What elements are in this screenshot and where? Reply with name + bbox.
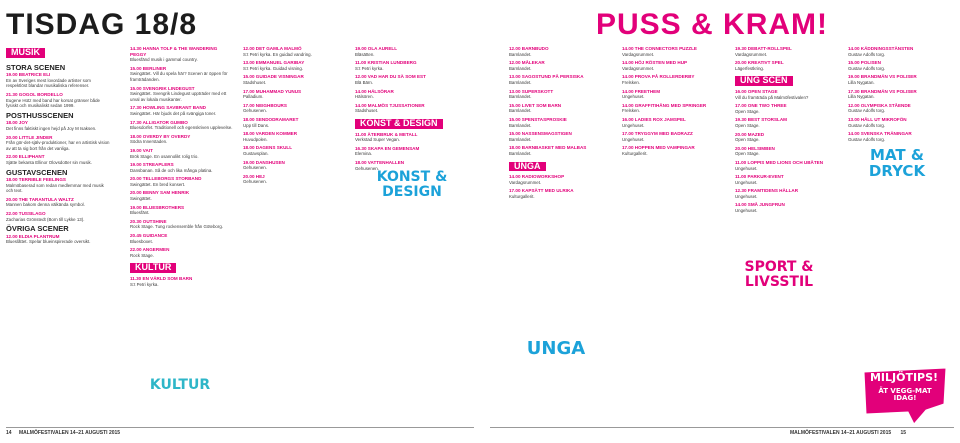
program-item-desc: Från gör-det-själv-produktioner, har en artistisk vision av att ta sig bort från det vanliga. <box>6 140 110 151</box>
program-item <box>130 276 234 287</box>
program-item-title: 14.00 PROVA PÅ ROLLERDERBY <box>622 74 695 80</box>
program-item-title: 13.00 EMMANUEL GARIBAY <box>243 60 305 66</box>
program-item <box>130 205 234 216</box>
program-item <box>6 211 110 222</box>
program-item <box>130 233 234 244</box>
program-item <box>509 46 613 57</box>
badge-konst-label: KONST & DESIGN <box>376 169 448 200</box>
program-item-title: 11.00 PARKUR-EVENT <box>735 174 784 180</box>
venue-heading: ÖVRIGA SCENER <box>6 224 69 234</box>
program-item <box>622 46 726 57</box>
program-item-desc: Open Stage. <box>735 137 760 143</box>
program-item-title: 15.00 GUIDADE VISNINGAR <box>243 74 304 80</box>
program-item <box>355 89 459 100</box>
program-item-desc: Gustav Adolfs torg. <box>848 65 886 71</box>
badge-kultur <box>140 378 220 396</box>
section-label: KULTUR <box>130 263 176 273</box>
program-item-desc: S:t Petri kyrka. <box>355 65 384 71</box>
program-item-desc: Palladium. <box>243 94 264 100</box>
page-title-left: TISDAG 18/8 <box>6 8 198 41</box>
program-item-desc: Vardagsrummet. <box>735 51 768 57</box>
footer-right-page: 15 <box>900 430 907 436</box>
program-item-desc: Swingättet. <box>130 196 152 202</box>
program-item-title: 14.00 RADIOWORKSHOP <box>509 174 565 180</box>
program-item-desc: Ungehuset. <box>622 136 645 142</box>
program-item-title: 14.00 HÖJ RÖSTEN MED HUP <box>622 60 688 66</box>
program-item <box>735 188 839 199</box>
program-item-desc: Verkstad Super Vegan. <box>355 137 400 143</box>
program-item-title: 12.00 OLYMPISKA STÅENDE <box>848 102 911 108</box>
program-item-desc: Mannen bakom denna välkända symbol. <box>6 202 85 208</box>
program-item-desc: Vardagsrummet. <box>622 51 655 57</box>
program-item-desc: Ungehuset. <box>622 94 645 100</box>
program-item-desc: Brök Stage. En osannolikt rolig trio. <box>130 153 199 159</box>
program-item-desc: Lägerfestkring. <box>735 65 765 71</box>
program-item-desc: Rock Stage. <box>130 252 154 258</box>
program-item <box>355 46 459 57</box>
program-item-desc: Gehusenen. <box>243 165 267 171</box>
program-item <box>355 74 459 85</box>
program-item-desc: Gustav Adolfs torg. <box>848 108 886 114</box>
program-item-title: 17.00 ONE TWO THREE <box>735 103 787 109</box>
program-item-desc: Swingättet. Här bjuds det på svängiga toner. <box>130 110 217 116</box>
program-item <box>735 146 839 157</box>
page-title-right: PUSS & KRAM! <box>596 8 829 41</box>
program-item <box>509 103 613 114</box>
program-item <box>6 72 110 89</box>
program-item-title: 14.00 SMÅ JUNGFRUN <box>735 202 785 208</box>
program-item <box>622 89 726 100</box>
section-label: MUSIK <box>6 48 45 58</box>
program-item-title: 22.00 TUSSILAGO <box>6 211 46 217</box>
program-item-desc: Dansbanan. Så de och lika många platina. <box>130 167 213 173</box>
program-item-title: 20.00 MAZED <box>735 131 765 137</box>
program-item-desc: Bluesfänd musik i gammal country. <box>130 57 198 63</box>
program-item <box>848 89 952 100</box>
program-item-title: 17.30 BRANDMÄN VS POLISER <box>848 88 917 94</box>
program-item-title: 14.00 SVENSKA TRÄNINGAR <box>848 131 912 137</box>
program-item-desc: Blä Bärn. <box>355 79 374 85</box>
program-item-desc: Det finns faktiskt ingen hejd på Joy M Isaksen. <box>6 125 97 131</box>
program-item <box>243 60 347 71</box>
program-item-title: 14.00 GRAFFITIHÅNG MED SPRINGER <box>622 102 707 108</box>
program-item <box>6 234 110 245</box>
program-item-title: 19.00 BEATRICE ELI <box>6 72 51 78</box>
program-item-title: 13.00 SAGOSTUND PÅ PERSISKA <box>509 74 584 80</box>
program-item-desc: S:t Petri kyrka. En guidad vandring. <box>243 51 312 57</box>
program-item <box>6 197 110 208</box>
program-item-desc: Gehusenen. <box>243 108 267 114</box>
badge-unga-label: UNGA <box>526 338 586 359</box>
column-music <box>6 46 110 426</box>
program-item-desc: Elemina. <box>355 151 373 157</box>
venue-heading: GUSTAVSCENEN <box>6 167 68 177</box>
program-item <box>509 188 613 199</box>
program-item-desc: Bläsätten. <box>355 51 375 57</box>
program-item-title: 15.00 LIVET SOM BARN <box>509 102 562 108</box>
program-item-desc: Frelsken. <box>622 108 641 114</box>
program-item-desc: Gustav Adolfs torg. <box>848 136 886 142</box>
program-item-desc: Swingättet. Svengrik Lindegust uppträder med ett urval av lokala musikanter. <box>130 91 227 102</box>
program-item <box>622 131 726 142</box>
program-item <box>848 74 952 85</box>
program-item-desc: Lilla Nygatan. <box>848 79 875 85</box>
program-item-desc: Frelsken. <box>622 79 641 85</box>
program-item-desc: Gustav Adolfs torg. <box>848 51 886 57</box>
program-item-desc: Vardagsrummet. <box>622 65 655 71</box>
program-item-desc: Open Stage. <box>735 108 760 114</box>
program-item-title: 15.00 POLISEN <box>848 60 881 66</box>
badge-unga <box>516 340 596 362</box>
program-item <box>243 89 347 100</box>
program-item <box>130 105 234 116</box>
program-item-title: 18.00 BARNBASKET MED MALBAS <box>509 145 587 151</box>
program-item <box>622 60 726 71</box>
column-five <box>509 46 613 426</box>
program-item-desc: Barnlandet. <box>509 94 532 100</box>
program-item-desc: Ungehuset. <box>735 208 758 214</box>
badge-kultur-label: KULTUR <box>149 377 211 393</box>
program-item <box>6 177 110 194</box>
program-item-title: 11.00 LOPPIS MED LIONS OCH UBÅTEN <box>735 159 824 165</box>
miljotips-title: MILJÖTIPS! <box>869 371 939 384</box>
program-item-title: 18.00 VATTENHALLEN <box>355 159 405 165</box>
program-item <box>622 145 726 156</box>
program-item-desc: Lilla Nygatan. <box>848 94 875 100</box>
program-item <box>509 145 613 156</box>
footer-right <box>790 430 912 436</box>
section-label: UNG SCEN <box>735 76 793 86</box>
program-item <box>509 60 613 71</box>
program-item <box>6 92 110 109</box>
program-item-desc: Ungehuset. <box>735 193 758 199</box>
program-item-title: 15.00 NASSENSMAGSTIGEN <box>509 131 572 137</box>
program-item-title: 14.00 THE CONNECTORS PUZZLE <box>622 46 697 51</box>
program-item <box>509 131 613 142</box>
program-item-title: 15.00 SPENSTASPROSKIE <box>509 116 567 122</box>
program-item-desc: Blueslåttet. Spelar blueinspirerade oversikt. <box>6 239 91 245</box>
program-item-title: 19.30 BEST STORSLAM <box>735 117 787 123</box>
program-item <box>509 117 613 128</box>
program-item-title: 19.00 STREAPLERS <box>130 162 174 168</box>
program-item-desc: Gustav Adolfs torg. <box>848 122 886 128</box>
program-item-desc: Swingättet. En bred konsert. <box>130 181 186 187</box>
program-item <box>243 174 347 185</box>
program-item <box>509 74 613 85</box>
program-item-title: 17.30 ALLIGATOR GUMBO <box>130 119 188 125</box>
program-item <box>6 135 110 152</box>
program-item-title: 17.00 MUHAMMAD YUNUS <box>243 88 302 94</box>
program-item <box>130 176 234 187</box>
program-item <box>130 66 234 83</box>
venue-heading: POSTHUSSCENEN <box>6 110 74 120</box>
program-item-title: 13.00 HÅLL UT MIKROFÖN <box>848 116 907 122</box>
badge-sport-livsstil <box>738 260 820 306</box>
program-item-title: 12.00 ELDIA PLANTRUM <box>6 233 60 239</box>
program-item-title: 18.00 OVERDY BY OVERDY <box>130 133 191 139</box>
program-item-title: 16.00 LADIES ROX JAMSPEL <box>622 116 686 122</box>
program-item-title: 19.30 DEBATT-ROLLSPEL <box>735 46 792 51</box>
program-item-desc: Huvudpolen. <box>243 136 268 142</box>
program-item <box>622 74 726 85</box>
program-item <box>130 120 234 131</box>
program-item <box>848 46 952 57</box>
program-item-title: 20.00 THE TARANTULA WALTZ <box>6 196 74 202</box>
program-item <box>130 46 234 63</box>
program-item-title: 13.00 SUPERSKOTT <box>509 88 554 94</box>
program-item-desc: Ungehuset. <box>735 179 758 185</box>
program-item-title: 11.00 KRISTIAN LUNDBERG <box>355 60 417 66</box>
footer-rule-right <box>490 427 954 428</box>
program-item-title: 18.00 SENDODRAMARET <box>243 116 299 122</box>
program-item-title: 20.00 LITTLE JINDER <box>6 134 53 140</box>
program-item-desc: Barnlandet. <box>509 51 532 57</box>
program-item-desc: Ungehuset. <box>622 122 645 128</box>
program-item <box>735 89 839 100</box>
program-item-desc: Upp till Dans. <box>243 122 270 128</box>
program-item-desc: Swingättet. Vill du spela här? Scenen är öppen för framträdanden. <box>130 71 228 82</box>
program-item-title: 15.00 BERLINER <box>130 65 167 71</box>
program-item-title: 12.00 VAD HAR DU SÄ SOM EST <box>355 74 426 80</box>
program-item <box>355 103 459 114</box>
program-item <box>735 46 839 57</box>
program-item <box>130 162 234 173</box>
program-item-desc: Södra Innerstaden. <box>130 139 168 145</box>
program-item-desc: Kulturgallerit. <box>509 193 535 199</box>
program-item-title: 15.00 SVENGRIK LINDEGUST <box>130 85 195 91</box>
program-item-title: 18.00 TERRIBLE FEELINGS <box>6 177 66 183</box>
program-item <box>509 89 613 100</box>
program-item-title: 17.00 HOPPEN MED VAMPINGAR <box>622 145 695 151</box>
program-item-title: 19.00 BRANDMÄN VS POLISER <box>848 74 917 80</box>
program-item-desc: Open Stage. <box>735 151 760 157</box>
program-item-title: 20.00 HEJ <box>243 173 265 179</box>
program-item <box>6 120 110 131</box>
program-item-title: 14.00 HÄLSÖRAR <box>355 88 394 94</box>
venue-heading: STORA SCENEN <box>6 62 66 72</box>
program-item-title: 12.00 BARNBUDO <box>509 46 549 51</box>
program-item-desc: Vardagsrummet. <box>509 179 542 185</box>
program-item-desc: Sjätte bekanta Ellinor Olovsdotter sin musik. <box>6 159 92 165</box>
program-item-desc: Bluesboxet. <box>130 238 153 244</box>
column-seven <box>735 46 839 426</box>
program-item-title: 17.00 TRYGGYM MED BADRAZZ <box>622 131 693 137</box>
program-item-desc: En av Sveriges mest lovordade artister som respektlöst blandar musikaliska referenser. <box>6 77 91 89</box>
program-item-desc: Gustavsplan. <box>243 150 269 156</box>
program-item-desc: Open Stage. <box>735 122 760 128</box>
program-item-desc: Hälsören. <box>355 94 374 100</box>
program-item-desc: Barnlandet. <box>509 108 532 114</box>
program-item <box>735 174 839 185</box>
program-item <box>130 148 234 159</box>
program-item-title: 21.30 GOGOL BORDELLO <box>6 91 63 97</box>
program-item-title: 14.00 MALMÖS TJUSSATIONER <box>355 102 425 108</box>
program-item <box>622 117 726 128</box>
badge-sport-label: SPORT & LIVSSTIL <box>744 259 814 290</box>
program-item <box>243 160 347 171</box>
program-item-desc: Eugene Hütz med band har korsat gränser både fysiskt och musikaliskt sedan 1999. <box>6 97 100 109</box>
column-four <box>355 46 459 426</box>
program-item <box>243 46 347 57</box>
column-two <box>130 46 234 426</box>
program-item <box>243 117 347 128</box>
program-item <box>735 160 839 171</box>
program-item-title: 18.00 JOY <box>6 120 28 126</box>
footer-left-text: MALMÖFESTIVALEN 14–21 AUGUSTI 2015 <box>18 430 121 436</box>
program-item <box>735 60 839 71</box>
program-item <box>355 146 459 157</box>
program-item-title: 20.30 OUTSHINE <box>130 218 167 224</box>
program-item <box>243 145 347 156</box>
program-item-title: 17.30 HOWLING SAVBRANT BAND <box>130 105 206 111</box>
program-item-title: 19.00 DANSHUSEN <box>243 159 285 165</box>
program-item-desc: Zacharias Grönstedt (Born till Lykke 13). <box>6 216 85 222</box>
program-item-title: 20.45 GUIDANCE <box>130 233 168 239</box>
program-item-title: 19.00 BLUESBROTHERS <box>130 204 185 210</box>
program-item-title: 20.00 BENNY SAM HENRIK <box>130 190 190 196</box>
badge-mat-dryck <box>858 148 936 192</box>
program-item-desc: Gehusenen. <box>243 179 267 185</box>
program-item-title: 12.00 MÅLEKAR <box>509 60 545 66</box>
program-item <box>130 247 234 258</box>
footer-rule-left <box>6 427 474 428</box>
program-item <box>243 131 347 142</box>
program-item <box>848 131 952 142</box>
program-item-title: 22.00 ELLIPHANT <box>6 154 45 160</box>
program-item-title: 20.00 HELSIMBEN <box>735 145 775 151</box>
program-item <box>735 117 839 128</box>
program-item-title: 20.00 KREATIVT SPEL <box>735 60 784 66</box>
program-item <box>509 174 613 185</box>
program-item-desc: Kulturgallerit. <box>622 150 648 156</box>
program-item-desc: Barnlandet. <box>509 79 532 85</box>
program-item-desc: Ungehuset. <box>735 165 758 171</box>
program-item <box>243 103 347 114</box>
footer-right-text: MALMÖFESTIVALEN 14–21 AUGUSTI 2015 <box>790 430 892 436</box>
program-item-title: 11.30 EN VÄRLD SOM BARN <box>130 276 193 281</box>
program-item <box>130 219 234 230</box>
footer-left <box>6 430 120 436</box>
program-item-title: 12.30 FRAMTIDENS HÄLLAR <box>735 188 799 194</box>
badge-konst-design <box>373 168 451 214</box>
program-item-title: 22.00 ANGERMEN <box>130 247 170 253</box>
program-item <box>243 74 347 85</box>
program-item-title: 18.00 VARDEN KOMMER <box>243 131 298 137</box>
badge-mat-label: MAT & DRYCK <box>868 146 926 180</box>
program-item <box>848 60 952 71</box>
program-item <box>130 190 234 201</box>
program-item-desc: Vill du framträda på Malmöfestivalen? <box>735 94 809 100</box>
program-item-title: 11.00 ÄTERBRUK & METALL <box>355 131 418 137</box>
program-item-title: 16.00 OPEN STAGE <box>735 88 778 94</box>
miljotips-sub: ÄT VEGG-MAT IDAG! <box>878 387 932 403</box>
program-item-desc: Bluesdorfet. Traditionell och egenskriven upplevelse. <box>130 125 233 131</box>
program-item <box>355 60 459 71</box>
program-item <box>622 103 726 114</box>
program-item-desc: Malmöbaserad som redan medlemmar med musik och text. <box>6 182 104 194</box>
program-item-desc: Barnlandet. <box>509 136 532 142</box>
program-item <box>130 134 234 145</box>
program-item <box>130 86 234 103</box>
program-item-title: 12.00 DET GAMLA MALMÖ <box>243 46 302 51</box>
program-item-title: 14.30 HANNA TOLF & THE WANDERING PEGGY <box>130 46 218 57</box>
program-item-title: 17.00 KAPSÄTT MED ULRIKA <box>509 188 574 194</box>
program-item <box>735 103 839 114</box>
program-item-title: 18.00 DAGENS SKULL <box>243 145 293 151</box>
program-item-title: 17.00 NEIGHBOURS <box>243 102 287 108</box>
program-item-desc: S:t Petri kyrka. <box>130 281 159 287</box>
program-item-desc: Bluesfänt. <box>130 210 150 216</box>
program-item-desc: Stadshuset. <box>355 108 379 114</box>
column-three <box>243 46 347 426</box>
program-item-title: 16.30 SKAPA EN GEMENSAM <box>355 145 420 151</box>
program-item <box>848 103 952 114</box>
program-item-desc: Gehusenen. <box>355 165 379 171</box>
program-item-title: 19.00 VAIT <box>130 147 153 153</box>
footer-left-page: 14 <box>6 430 12 436</box>
program-item-desc: Rock Stage. Tung rockensemble från Göteborg. <box>130 224 223 230</box>
program-item <box>735 202 839 213</box>
section-label: KONST & DESIGN <box>355 119 443 129</box>
program-item <box>355 132 459 143</box>
program-item-desc: Barnlandet. <box>509 65 532 71</box>
program-item <box>6 154 110 165</box>
program-item-desc: S:t Petri kyrka. Guidad visning. <box>243 65 304 71</box>
program-item-desc: Stadshuset. <box>243 79 267 85</box>
program-item-title: 14.00 FREETHEM <box>622 88 661 94</box>
program-item-title: 19.00 OLA AURELL <box>355 46 398 51</box>
program-item-title: 20.00 TELLEBORGS STORBAND <box>130 176 202 182</box>
program-item-title: 14.00 KÄDDNINGSSTÄNSTEN <box>848 46 914 51</box>
column-six <box>622 46 726 426</box>
program-item <box>848 117 952 128</box>
program-item <box>735 132 839 143</box>
program-item-desc: Barnlandet. <box>509 122 532 128</box>
section-label: UNGA <box>509 162 546 172</box>
program-item-desc: Barnlandet. <box>509 150 532 156</box>
